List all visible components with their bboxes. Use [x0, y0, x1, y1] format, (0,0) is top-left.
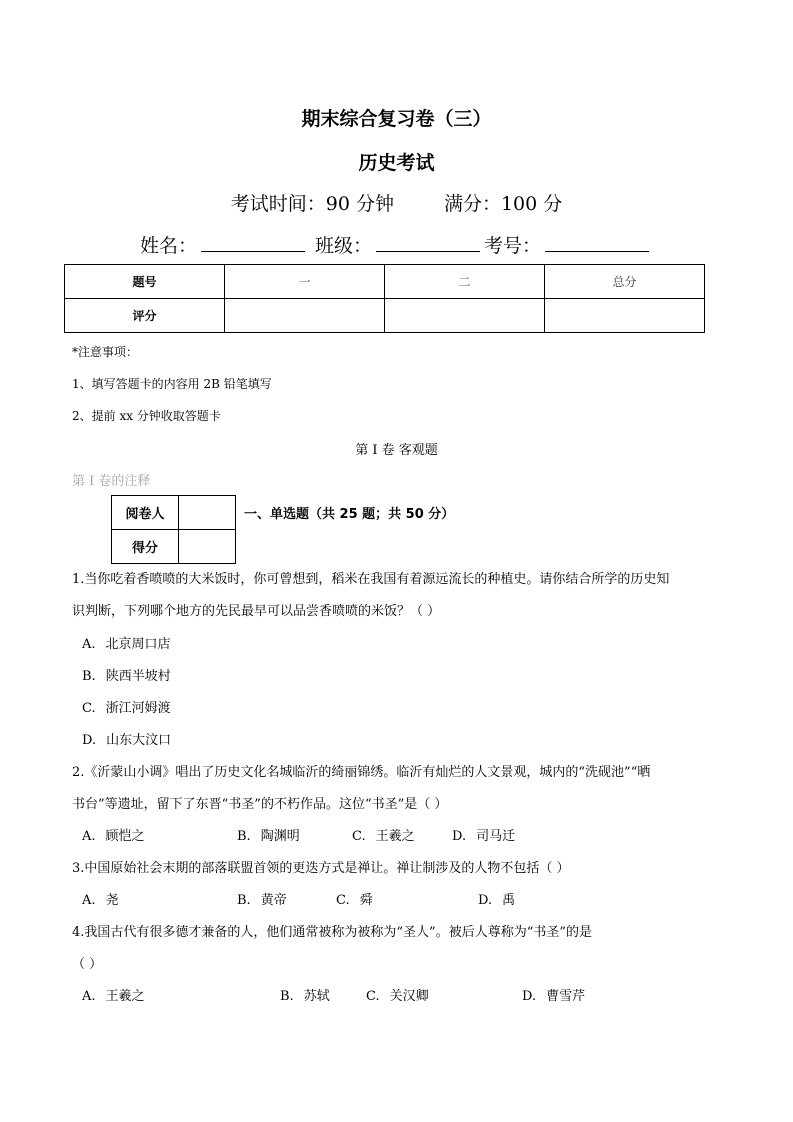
score-cell[interactable]	[545, 299, 705, 333]
exam-subtitle: 历史考试	[358, 152, 435, 174]
section-heading: 一、单选题（共 25 题；共 50 分）	[244, 507, 455, 522]
question-3-option-c[interactable]	[336, 889, 373, 908]
option-letter: D.	[478, 893, 493, 908]
exam-info	[0, 189, 793, 216]
score-table-header-cell: 题号	[65, 265, 225, 299]
class-label: 班级：	[315, 235, 373, 257]
option-text: 浙江河姆渡	[105, 701, 171, 716]
question-2-option-c[interactable]	[352, 825, 415, 844]
question-4-option-d[interactable]	[522, 985, 585, 1004]
option-text: 舜	[359, 893, 373, 908]
score-cell[interactable]	[385, 299, 545, 333]
note-item: 2、提前 xx 分钟收取答题卡	[72, 409, 221, 423]
option-text: 司马迁	[476, 829, 516, 844]
option-letter: A.	[82, 893, 96, 908]
option-letter: C.	[366, 989, 380, 1004]
section-annotation: 第 I 卷的注释	[72, 474, 151, 489]
option-text: 曹雪芹	[546, 989, 586, 1004]
score-row-label: 评分	[65, 299, 225, 333]
question-1-text-cont: 识判断，下列哪个地方的先民最早可以品尝香喷喷的米饭？（ ）	[72, 604, 441, 619]
note-item: 1、填写答题卡的内容用 2B 铅笔填写	[72, 377, 272, 391]
question-1-option-b[interactable]	[82, 665, 171, 684]
id-label: 考号：	[484, 235, 542, 257]
question-2-option-a[interactable]	[82, 825, 145, 844]
option-text: 北京周口店	[105, 637, 171, 652]
score-cell[interactable]	[225, 299, 385, 333]
reader-score-label: 得分	[112, 530, 179, 564]
question-3-option-b[interactable]	[237, 889, 287, 908]
option-text: 山东大汶口	[106, 733, 172, 748]
question-1-text: 1.当你吃着香喷喷的大米饭时，你可曾想到，稻米在我国有着源远流长的种植史。请你结合所学的历史知	[72, 572, 670, 587]
id-field[interactable]	[545, 233, 649, 252]
option-letter: D.	[82, 733, 97, 748]
option-text: 苏轼	[303, 989, 330, 1004]
question-2-text: 2.《沂蒙山小调》唱出了历史文化名城临沂的绮丽锦绣。临沂有灿烂的人文景观，城内的“洗砚池”“晒	[72, 765, 651, 780]
option-text: 陶渊明	[260, 829, 300, 844]
score-table-header-cell: 一	[225, 265, 385, 299]
option-letter: A.	[82, 989, 96, 1004]
option-letter: A.	[82, 829, 96, 844]
question-4-option-c[interactable]	[366, 985, 429, 1004]
option-text: 陕西半坡村	[105, 669, 171, 684]
question-3-option-d[interactable]	[478, 889, 515, 908]
question-2-text-cont: 书台”等遗址，留下了东晋“书圣”的不朽作品。这位“书圣”是（ ）	[72, 797, 448, 812]
reader-cell[interactable]	[179, 496, 236, 530]
option-text: 黄帝	[260, 893, 287, 908]
option-letter: B.	[82, 669, 96, 684]
reader-score-cell[interactable]	[179, 530, 236, 564]
question-2-option-d[interactable]	[452, 825, 515, 844]
reader-label: 阅卷人	[112, 496, 179, 530]
class-field[interactable]	[376, 233, 480, 252]
option-letter: D.	[452, 829, 467, 844]
question-4-text-cont: （ ）	[72, 957, 103, 972]
exam-time: 考试时间：90 分钟	[230, 193, 394, 215]
student-info	[0, 231, 793, 258]
notes-title: *注意事项：	[72, 345, 139, 359]
option-letter: B.	[237, 829, 251, 844]
question-4-option-a[interactable]	[82, 985, 145, 1004]
option-letter: C.	[82, 701, 96, 716]
score-table-score-row	[65, 299, 705, 333]
option-letter: C.	[336, 893, 350, 908]
option-letter: B.	[280, 989, 294, 1004]
reader-table	[111, 495, 236, 564]
exam-title: 期末综合复习卷（三）	[301, 108, 492, 130]
option-text: 禹	[502, 893, 516, 908]
question-2-option-b[interactable]	[237, 825, 300, 844]
option-letter: A.	[82, 637, 96, 652]
option-text: 尧	[105, 893, 119, 908]
question-4-text: 4.我国古代有很多德才兼备的人，他们通常被称为被称为“圣人”。被后人尊称为“书圣”的是	[72, 925, 592, 940]
score-table-header-row	[65, 265, 705, 299]
name-label: 姓名：	[139, 235, 197, 257]
option-letter: D.	[522, 989, 537, 1004]
option-text: 王羲之	[375, 829, 415, 844]
question-3-option-a[interactable]	[82, 889, 119, 908]
score-table-header-cell: 二	[385, 265, 545, 299]
score-table-header-cell: 总分	[545, 265, 705, 299]
option-text: 关汉卿	[389, 989, 429, 1004]
option-text: 王羲之	[105, 989, 145, 1004]
section-title: 第 I 卷 客观题	[355, 443, 438, 458]
question-3-text: 3.中国原始社会末期的部落联盟首领的更迭方式是禅让。禅让制涉及的人物不包括（ ）	[72, 861, 570, 876]
question-1-option-a[interactable]	[82, 633, 171, 652]
option-text: 顾恺之	[105, 829, 145, 844]
option-letter: C.	[352, 829, 366, 844]
option-letter: B.	[237, 893, 251, 908]
question-1-option-d[interactable]	[82, 729, 171, 748]
question-1-option-c[interactable]	[82, 697, 171, 716]
name-field[interactable]	[201, 233, 305, 252]
full-score: 满分：100 分	[443, 193, 563, 215]
score-table	[64, 264, 705, 333]
question-4-option-b[interactable]	[280, 985, 330, 1004]
